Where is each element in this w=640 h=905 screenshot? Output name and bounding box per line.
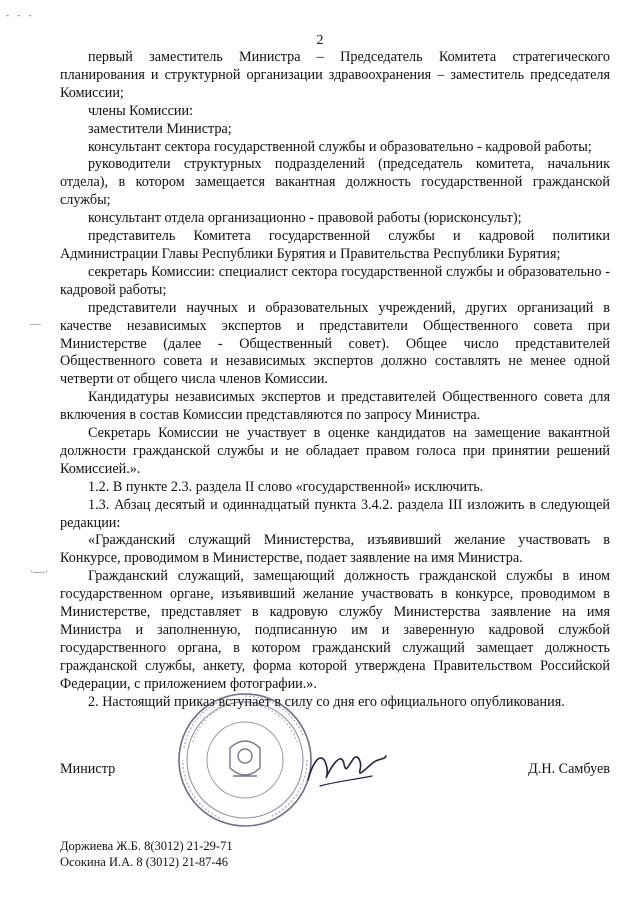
contact-line: Осокина И.А. 8 (3012) 21-87-46 <box>60 855 229 869</box>
margin-mark: ·—· <box>30 566 49 578</box>
contact-line: Доржиева Ж.Б. 8(3012) 21-29-71 <box>60 839 233 853</box>
paragraph: «Гражданский служащий Министерства, изъявивший желание участвовать в Конкурсе, проводимом в Министерстве, подает заявление на имя Министра. <box>60 532 610 567</box>
paragraph: Гражданский служащий, замещающий должность гражданской службы в ином государственном органе, изъявивший желание участвовать в конкурсе, проводимом в Министерстве, представляет в кадровую службу Министерства заявление на имя Министра и заполненную, подписанную им и заверенную кадровой службой государственного органа, в котором гражданский служащий замещает должность гражданской службы, анкету, форма которой утверждена Правительством Российской Федерации, с приложением фотографии.». <box>60 568 610 692</box>
paragraph: Кандидатуры независимых экспертов и представителей Общественного совета для включения в состав Комиссии представляются по запросу Министра. <box>60 389 610 424</box>
paragraph: секретарь Комиссии: специалист сектора государственной службы и образовательно - кадровой работы; <box>60 263 610 298</box>
paragraph: консультант отдела организационно - правовой работы (юрисконсульт); <box>88 210 522 227</box>
signature-row <box>60 761 610 783</box>
paragraph: заместители Министра; <box>88 120 232 137</box>
official-round-seal-icon <box>175 690 315 830</box>
paragraph: руководители структурных подразделений (председатель комитета, начальник отдела), в котором замещается вакантная должность государственной гражданской службы; <box>60 156 610 209</box>
paragraph: консультант сектора государственной службы и образовательно - кадровой работы; <box>88 138 592 155</box>
paragraph: Секретарь Комиссии не участвует в оценке кандидатов на замещение вакантной должности гражданской службы и не обладает правом голоса при принятии решений Комиссией.». <box>60 425 610 477</box>
paragraph: 1.3. Абзац десятый и одиннадцатый пункта 3.4.2. раздела III изложить в следующей редакции: <box>60 496 610 531</box>
paragraph: представитель Комитета государственной службы и кадровой политики Администрации Главы Республики Бурятия и Правительства Республики Бурятия; <box>60 228 610 262</box>
contacts-block <box>60 838 233 870</box>
paragraph: 2. Настоящий приказ вступает в силу со дня его официального опубликования. <box>88 693 565 710</box>
paragraph: члены Комиссии: <box>88 102 194 119</box>
page-number: 2 <box>316 33 324 48</box>
signatory-position: Министр <box>60 761 116 777</box>
margin-mark: — <box>30 318 41 330</box>
signatory-name: Д.Н. Самбуев <box>528 761 610 777</box>
scan-marks: - - - <box>6 10 35 20</box>
paragraph: 1.2. В пункте 2.3. раздела II слово «государственной» исключить. <box>88 478 484 495</box>
document-body <box>60 49 610 712</box>
paragraph: первый заместитель Министра – Председатель Комитета стратегического планирования и структурной организации здравоохранения – заместитель председателя Комиссии; <box>60 49 610 101</box>
paragraph: представители научных и образовательных учреждений, других организаций в качестве независимых экспертов и представители Общественного совета при Министерстве (далее - Общественный совет). Общее число представителей Общественного совета и независимых экспертов должно составлять не менее одной четверти от общего числа членов Комиссии. <box>60 299 610 388</box>
